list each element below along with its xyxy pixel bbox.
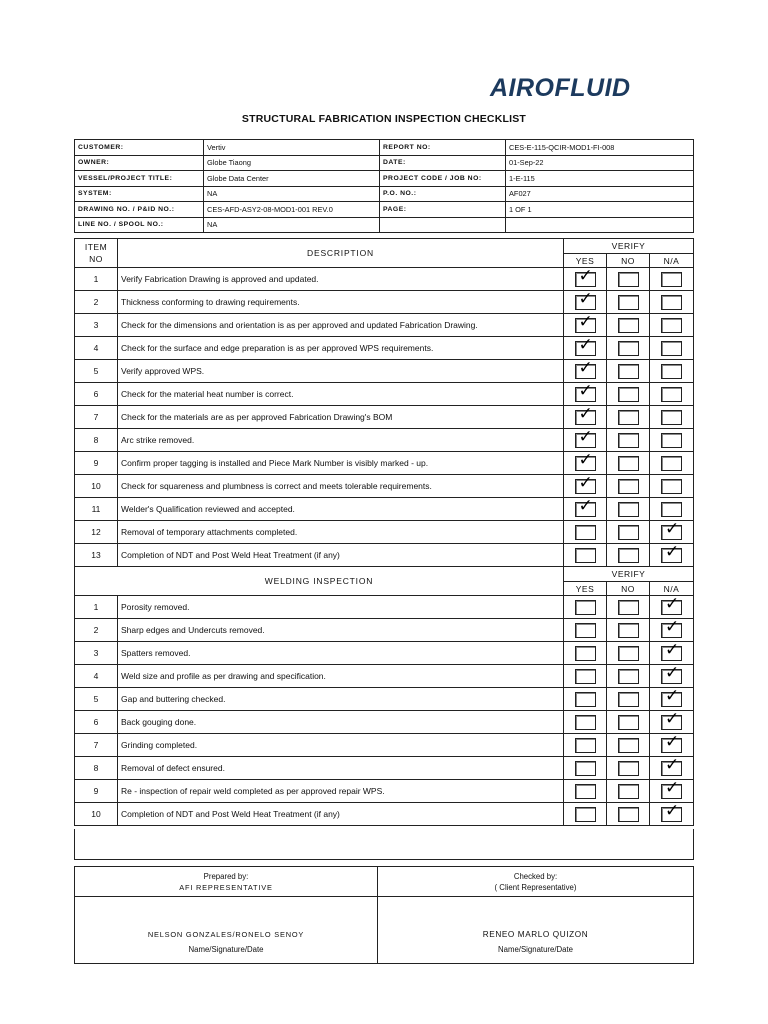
no-cell [607,406,650,429]
checkmark-icon: ✓ [665,779,680,798]
item-description: Weld size and profile as per drawing and specification. [118,665,564,688]
na-cell [650,498,694,521]
yes-cell [564,429,607,452]
checklist-row [75,498,694,521]
description-header: DESCRIPTION [118,239,564,268]
na-cell [650,688,694,711]
na-cell [650,642,694,665]
no-checkbox[interactable] [618,410,639,425]
checklist-row [75,406,694,429]
airofluid-logo: AIROFLUID [490,74,631,102]
yes-cell [564,406,607,429]
document-title: STRUCTURAL FABRICATION INSPECTION CHECKLIST [241,113,527,125]
item-number: 5 [75,360,118,383]
yes-checkbox[interactable] [575,623,596,638]
no-checkbox[interactable] [618,548,639,563]
no-cell [607,619,650,642]
item-description: Check for the surface and edge preparation is as per approved WPS requirements. [118,337,564,360]
no-checkbox[interactable] [618,692,639,707]
checked-by-cell [378,867,694,897]
na-header: N/A [650,254,694,268]
item-number: 4 [75,665,118,688]
item-description: Verify Fabrication Drawing is approved and updated. [118,268,564,291]
header-info-table [74,139,694,233]
item-number: 12 [75,521,118,544]
item-description: Gap and buttering checked. [118,688,564,711]
na-checkbox[interactable] [661,502,682,517]
drawing-no-label: DRAWING NO. / P&ID NO.: [75,202,204,218]
item-number: 6 [75,383,118,406]
yes-checkbox[interactable] [575,669,596,684]
checkmark-icon: ✓ [578,451,593,470]
no-checkbox[interactable] [618,479,639,494]
na-cell [650,665,694,688]
checkmark-icon: ✓ [665,802,680,821]
no-cell [607,383,650,406]
system-label: SYSTEM: [75,186,204,202]
na-checkbox[interactable] [661,479,682,494]
prepared-by-cell [75,867,378,897]
na-cell [650,452,694,475]
checkmark-icon: ✓ [578,267,593,286]
checklist-row [75,619,694,642]
item-description: Grinding completed. [118,734,564,757]
checkmark-icon: ✓ [665,641,680,660]
report-no-value: CES-E-115-QCIR-MOD1-FI-008 [506,140,694,156]
checklist-row [75,757,694,780]
checkmark-icon: ✓ [578,405,593,424]
yes-header: YES [564,254,607,268]
item-number: 9 [75,452,118,475]
line-no-label: LINE NO. / SPOOL NO.: [75,217,204,233]
line-no-value: NA [204,217,380,233]
signature-table [74,866,694,964]
na-cell [650,360,694,383]
report-no-label: REPORT NO: [380,140,506,156]
item-number: 1 [75,268,118,291]
na-checkbox[interactable] [661,341,682,356]
na-checkbox[interactable] [661,318,682,333]
no-checkbox[interactable] [618,295,639,310]
checkmark-icon: ✓ [578,336,593,355]
na-checkbox[interactable] [661,272,682,287]
po-no-value: AF027 [506,186,694,202]
no-checkbox[interactable] [618,364,639,379]
yes-cell [564,475,607,498]
no-checkbox[interactable] [618,623,639,638]
checklist-row [75,337,694,360]
na-cell [650,337,694,360]
no-cell [607,429,650,452]
yes-cell [564,642,607,665]
welding-verify-header: VERIFY [564,567,694,582]
no-cell [607,498,650,521]
yes-cell [564,757,607,780]
na-checkbox[interactable] [661,433,682,448]
checklist-row [75,544,694,567]
yes-cell [564,452,607,475]
na-checkbox[interactable] [661,710,682,730]
na-cell [650,314,694,337]
vessel-label: VESSEL/PROJECT TITLE: [75,171,204,187]
checkmark-icon: ✓ [578,428,593,447]
no-cell [607,291,650,314]
checklist-row [75,429,694,452]
no-cell [607,544,650,567]
no-checkbox[interactable] [618,761,639,776]
yes-cell [564,596,607,619]
yes-cell [564,360,607,383]
welding-no-header: NO [607,582,650,596]
no-cell [607,360,650,383]
yes-checkbox[interactable] [575,692,596,707]
no-checkbox[interactable] [618,272,639,287]
yes-checkbox[interactable] [575,474,596,494]
item-description: Check for the materials are as per approved Fabrication Drawing's BOM [118,406,564,429]
customer-value: Vertiv [204,140,380,156]
drawing-no-value: CES-AFD-ASY2-08-MOD1-001 REV.0 [204,202,380,218]
owner-label: OWNER: [75,155,204,171]
na-checkbox[interactable] [661,520,682,540]
yes-cell [564,803,607,826]
item-number: 2 [75,619,118,642]
checklist-row [75,521,694,544]
item-number: 5 [75,688,118,711]
na-checkbox[interactable] [661,756,682,776]
no-cell [607,452,650,475]
vessel-value: Globe Data Center [204,171,380,187]
item-description: Check for the material heat number is correct. [118,383,564,406]
prepared-by-name: NELSON GONZALES/RONELO SENOY [147,930,305,939]
na-checkbox[interactable] [661,364,682,379]
checked-by-name: RENEO MARLO QUIZON [482,930,589,939]
na-checkbox[interactable] [661,295,682,310]
item-description: Arc strike removed. [118,429,564,452]
na-cell [650,780,694,803]
item-number: 8 [75,429,118,452]
no-checkbox[interactable] [618,433,639,448]
no-checkbox[interactable] [618,807,639,822]
item-description: Check for squareness and plumbness is correct and meets tolerable requirements. [118,475,564,498]
yes-cell [564,711,607,734]
checklist-row [75,596,694,619]
verify-header: VERIFY [564,239,694,254]
project-code-label: PROJECT CODE / JOB NO: [380,171,506,187]
yes-cell [564,383,607,406]
checklist-row [75,803,694,826]
na-cell [650,429,694,452]
yes-cell [564,619,607,642]
yes-checkbox[interactable] [575,600,596,615]
yes-checkbox[interactable] [575,784,596,799]
na-checkbox[interactable] [661,410,682,425]
na-checkbox[interactable] [661,641,682,661]
checkmark-icon: ✓ [578,359,593,378]
no-checkbox[interactable] [618,318,639,333]
yes-checkbox[interactable] [575,807,596,822]
no-cell [607,780,650,803]
na-checkbox[interactable] [661,733,682,753]
item-number: 10 [75,475,118,498]
no-checkbox[interactable] [618,387,639,402]
na-cell [650,383,694,406]
item-description: Re - inspection of repair weld completed as per approved repair WPS. [118,780,564,803]
prepared-by-role: AFI REPRESENTATIVE [179,882,273,892]
yes-checkbox[interactable] [575,313,596,333]
yes-checkbox[interactable] [575,738,596,753]
yes-cell [564,734,607,757]
yes-cell [564,337,607,360]
item-description: Confirm proper tagging is installed and Piece Mark Number is visibly marked - up. [118,452,564,475]
no-cell [607,757,650,780]
project-code-value: 1-E-115 [506,171,694,187]
checkmark-icon: ✓ [578,313,593,332]
no-checkbox[interactable] [618,341,639,356]
yes-checkbox[interactable] [575,451,596,471]
na-checkbox[interactable] [661,779,682,799]
item-description: Check for the dimensions and orientation is as per approved and updated Fabrication Drawing. [118,314,564,337]
na-checkbox[interactable] [661,802,682,822]
yes-checkbox[interactable] [575,336,596,356]
no-cell [607,665,650,688]
item-number: 7 [75,406,118,429]
item-description: Removal of defect ensured. [118,757,564,780]
na-cell [650,521,694,544]
item-number: 4 [75,337,118,360]
checklist-row [75,475,694,498]
no-cell [607,711,650,734]
system-value: NA [204,186,380,202]
checked-by-role: ( Client Representative) [494,882,577,892]
yes-checkbox[interactable] [575,405,596,425]
date-label: DATE: [380,155,506,171]
checkmark-icon: ✓ [665,543,680,562]
na-checkbox[interactable] [661,687,682,707]
checklist-row [75,688,694,711]
no-cell [607,803,650,826]
checkmark-icon: ✓ [665,664,680,683]
no-cell [607,314,650,337]
na-checkbox[interactable] [661,543,682,563]
yes-cell [564,521,607,544]
yes-checkbox[interactable] [575,646,596,661]
na-checkbox[interactable] [661,387,682,402]
checklist-row [75,268,694,291]
checkmark-icon: ✓ [578,382,593,401]
yes-checkbox[interactable] [575,382,596,402]
checkmark-icon: ✓ [578,290,593,309]
na-checkbox[interactable] [661,456,682,471]
owner-value: Globe Tiaong [204,155,380,171]
prepared-signature-cell [75,897,378,964]
na-cell [650,619,694,642]
no-cell [607,268,650,291]
checklist-row [75,665,694,688]
no-checkbox[interactable] [618,715,639,730]
no-cell [607,337,650,360]
no-checkbox[interactable] [618,456,639,471]
item-number: 13 [75,544,118,567]
yes-checkbox[interactable] [575,715,596,730]
checkmark-icon: ✓ [578,497,593,516]
yes-cell [564,314,607,337]
yes-checkbox[interactable] [575,497,596,517]
na-cell [650,734,694,757]
no-cell [607,642,650,665]
no-header: NO [607,254,650,268]
blank-remarks-row [74,829,694,860]
yes-checkbox[interactable] [575,525,596,540]
yes-checkbox[interactable] [575,359,596,379]
checked-signature-cell [378,897,694,964]
item-number: 11 [75,498,118,521]
na-cell [650,406,694,429]
checked-by-label: Checked by: [513,871,558,881]
checkmark-icon: ✓ [665,733,680,752]
checklist-row [75,360,694,383]
na-cell [650,757,694,780]
yes-checkbox[interactable] [575,761,596,776]
yes-cell [564,498,607,521]
checked-signature-caption: Name/Signature/Date [498,945,573,954]
item-number: 2 [75,291,118,314]
inspection-checklist-table [74,238,694,826]
checklist-row [75,291,694,314]
checklist-row [75,711,694,734]
yes-checkbox[interactable] [575,548,596,563]
item-number: 9 [75,780,118,803]
item-number: 3 [75,642,118,665]
item-description: Spatters removed. [118,642,564,665]
yes-checkbox[interactable] [575,267,596,287]
na-cell [650,291,694,314]
checklist-row [75,780,694,803]
prepared-by-label: Prepared by: [203,871,249,881]
item-no-header: ITEM NO [75,239,118,268]
no-cell [607,688,650,711]
date-value: 01-Sep-22 [506,155,694,171]
no-checkbox[interactable] [618,784,639,799]
item-description: Back gouging done. [118,711,564,734]
na-checkbox[interactable] [661,664,682,684]
no-checkbox[interactable] [618,502,639,517]
yes-cell [564,268,607,291]
checkmark-icon: ✓ [665,618,680,637]
no-checkbox[interactable] [618,669,639,684]
welding-yes-header: YES [564,582,607,596]
yes-checkbox[interactable] [575,290,596,310]
no-checkbox[interactable] [618,646,639,661]
item-description: Thickness conforming to drawing requirements. [118,291,564,314]
checkmark-icon: ✓ [665,710,680,729]
item-description: Completion of NDT and Post Weld Heat Treatment (if any) [118,803,564,826]
na-checkbox[interactable] [661,595,682,615]
checkmark-icon: ✓ [665,687,680,706]
item-number: 7 [75,734,118,757]
na-cell [650,544,694,567]
item-number: 10 [75,803,118,826]
empty-cell [380,217,506,233]
item-description: Porosity removed. [118,596,564,619]
checklist-row [75,383,694,406]
yes-cell [564,688,607,711]
checkmark-icon: ✓ [665,756,680,775]
welding-na-header: N/A [650,582,694,596]
item-description: Verify approved WPS. [118,360,564,383]
na-cell [650,475,694,498]
na-cell [650,596,694,619]
checkmark-icon: ✓ [665,520,680,539]
item-description: Welder's Qualification reviewed and accepted. [118,498,564,521]
no-cell [607,734,650,757]
prepared-signature-caption: Name/Signature/Date [188,945,264,954]
no-cell [607,521,650,544]
yes-checkbox[interactable] [575,428,596,448]
page-value: 1 OF 1 [506,202,694,218]
yes-cell [564,544,607,567]
yes-cell [564,291,607,314]
no-cell [607,475,650,498]
na-cell [650,711,694,734]
item-number: 8 [75,757,118,780]
item-number: 3 [75,314,118,337]
na-checkbox[interactable] [661,618,682,638]
page-label: PAGE: [380,202,506,218]
checklist-row [75,452,694,475]
po-no-label: P.O. NO.: [380,186,506,202]
item-description: Completion of NDT and Post Weld Heat Treatment (if any) [118,544,564,567]
item-number: 6 [75,711,118,734]
checkmark-icon: ✓ [665,595,680,614]
no-checkbox[interactable] [618,738,639,753]
no-checkbox[interactable] [618,525,639,540]
empty-cell [506,217,694,233]
no-checkbox[interactable] [618,600,639,615]
checkmark-icon: ✓ [578,474,593,493]
yes-cell [564,780,607,803]
item-description: Removal of temporary attachments completed. [118,521,564,544]
customer-label: CUSTOMER: [75,140,204,156]
na-cell [650,268,694,291]
item-number: 1 [75,596,118,619]
checklist-row [75,314,694,337]
welding-inspection-header: WELDING INSPECTION [75,567,564,596]
item-description: Sharp edges and Undercuts removed. [118,619,564,642]
na-cell [650,803,694,826]
checklist-row [75,642,694,665]
yes-cell [564,665,607,688]
no-cell [607,596,650,619]
checklist-row [75,734,694,757]
